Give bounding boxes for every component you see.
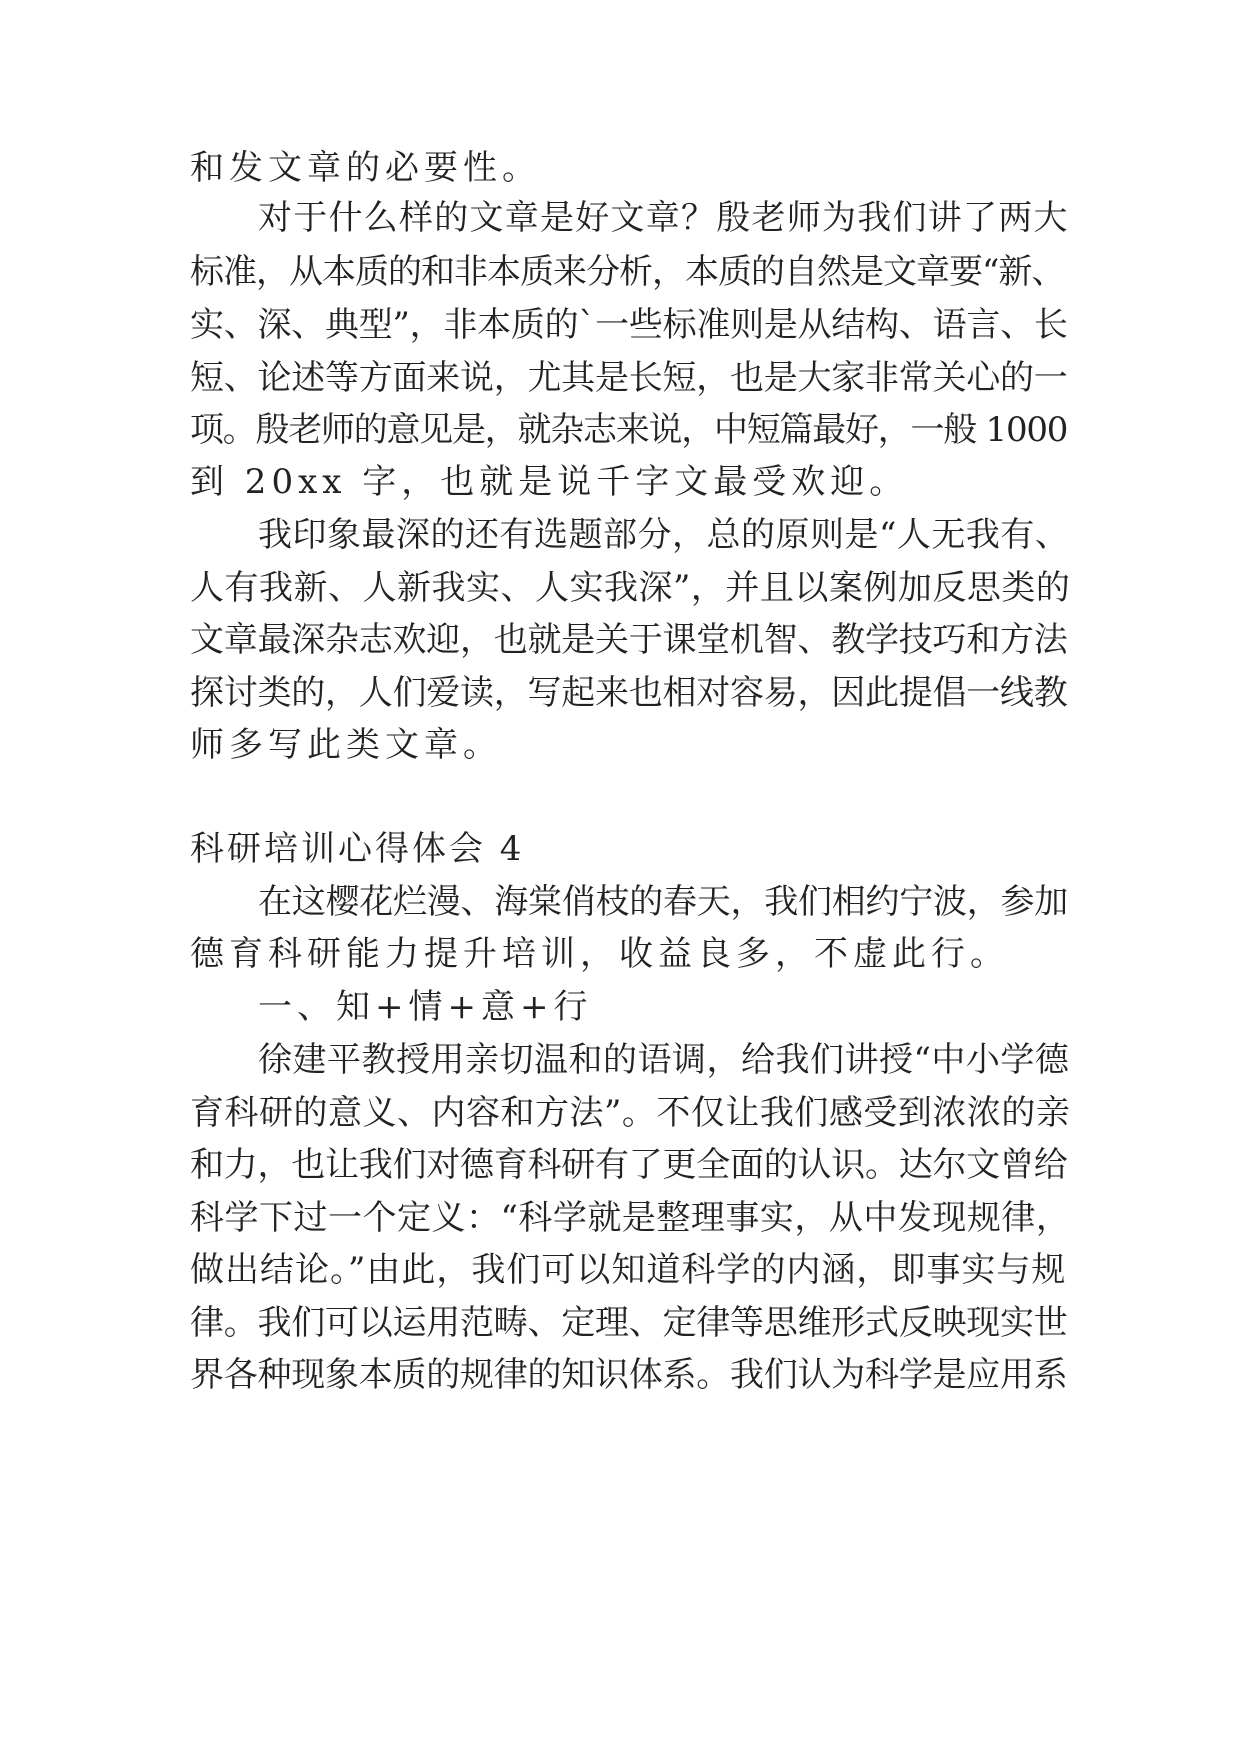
paragraph-line: 在这樱花烂漫、海棠俏枝的春天，我们相约宁波，参加 xyxy=(258,882,1068,922)
paragraph-line: 和发文章的必要性。 xyxy=(190,148,541,188)
paragraph-line: 德育科研能力提升培训，收益良多，不虚此行。 xyxy=(190,934,1009,974)
subheading: 一、知+情+意+行 xyxy=(258,987,593,1027)
paragraph-line: 和力，也让我们对德育科研有了更全面的认识。达尔文曾给 xyxy=(190,1145,1068,1185)
paragraph-line: 实、深、典型”，非本质的`一些标准则是从结构、语言、长 xyxy=(190,305,1068,345)
paragraph-line: 对于什么样的文章是好文章？殷老师为我们讲了两大 xyxy=(258,198,1069,238)
paragraph-line: 探讨类的，人们爱读，写起来也相对容易，因此提倡一线教 xyxy=(190,673,1068,713)
section-title: 科研培训心得体会 4 xyxy=(190,829,525,869)
paragraph-line: 项。殷老师的意见是，就杂志来说，中短篇最好，一般 1000 xyxy=(190,410,1068,450)
paragraph-line: 文章最深杂志欢迎，也就是关于课堂机智、教学技巧和方法 xyxy=(190,620,1068,660)
paragraph-line: 短、论述等方面来说，尤其是长短，也是大家非常关心的一 xyxy=(190,358,1068,398)
paragraph-line: 我印象最深的还有选题部分，总的原则是“人无我有、 xyxy=(258,515,1070,555)
paragraph-line: 界各种现象本质的规律的知识体系。我们认为科学是应用系 xyxy=(190,1355,1068,1395)
paragraph-line: 人有我新、人新我实、人实我深”，并且以案例加反思类的 xyxy=(190,568,1071,608)
paragraph-line: 到 20xx 字，也就是说千字文最受欢迎。 xyxy=(190,462,909,502)
paragraph-line: 标准，从本质的和非本质来分析，本质的自然是文章要“新、 xyxy=(190,252,1065,292)
paragraph-line: 育科研的意义、内容和方法”。不仅让我们感受到浓浓的亲 xyxy=(190,1093,1071,1133)
paragraph-line: 师多写此类文章。 xyxy=(190,725,502,765)
paragraph-line: 徐建平教授用亲切温和的语调，给我们讲授“中小学德 xyxy=(258,1040,1070,1080)
paragraph-line: 做出结论。”由此，我们可以知道科学的内涵，即事实与规 xyxy=(190,1250,1067,1290)
paragraph-line: 科学下过一个定义：“科学就是整理事实，从中发现规律， xyxy=(190,1198,1071,1238)
paragraph-line: 律。我们可以运用范畴、定理、定律等思维形式反映现实世 xyxy=(190,1303,1068,1343)
